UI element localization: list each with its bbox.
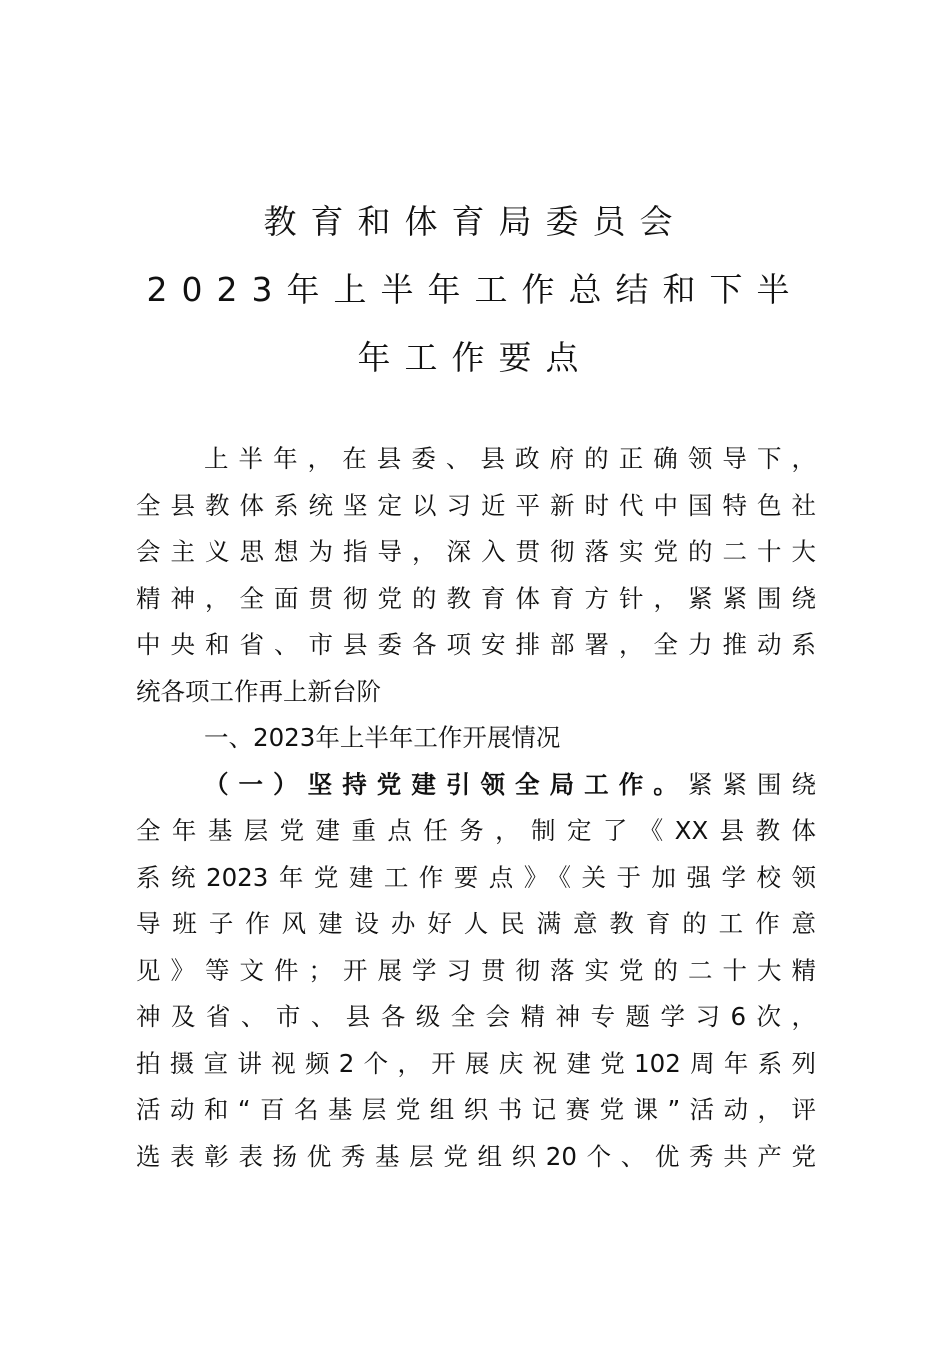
intro-line: 精神，全面贯彻党的教育体育方针，紧紧围绕 <box>136 583 816 613</box>
item-text: 紧紧围绕 <box>687 769 816 799</box>
intro-line: 会主义思想为指导，深入贯彻落实党的二十大 <box>136 537 816 566</box>
item-line: 选表彰表扬优秀基层党组织20个、优秀共产党 <box>136 1141 816 1171</box>
item-line: 见》等文件；开展学习贯彻落实党的二十大精 <box>136 955 816 985</box>
document-title <box>0 188 950 392</box>
title-line-3: 年工作要点 <box>357 338 593 377</box>
item-line: 拍摄宣讲视频2个，开展庆祝建党102周年系列 <box>136 1048 816 1078</box>
intro-line: 上半年，在县委、县政府的正确领导下， <box>204 444 816 473</box>
item-line <box>136 762 816 809</box>
intro-line: 中央和省、市县委各项安排部署，全力推动系 <box>136 630 816 659</box>
title-line-1: 教育和体育局委员会 <box>263 202 687 241</box>
intro-line: 全县教体系统坚定以习近平新时代中国特色社 <box>136 490 816 520</box>
item-line: 全年基层党建重点任务，制定了《XX县教体 <box>136 816 816 845</box>
item-heading: （一）坚持党建引领全局工作。 <box>204 769 688 799</box>
section-heading: 一、2023年上半年工作开展情况 <box>204 723 561 752</box>
item-line: 系统2023年党建工作要点》《关于加强学校领 <box>136 862 816 892</box>
intro-line: 统各项工作再上新台阶 <box>136 676 381 706</box>
item-line: 活动和“百名基层党组织书记赛党课”活动，评 <box>136 1095 816 1124</box>
document-body <box>136 436 816 1180</box>
title-line-2: 2023年上半年工作总结和下半 <box>146 270 804 309</box>
item-line: 导班子作风建设办好人民满意教育的工作意 <box>136 909 816 938</box>
item-line: 神及省、市、县各级全会精神专题学习6次， <box>136 1002 816 1031</box>
